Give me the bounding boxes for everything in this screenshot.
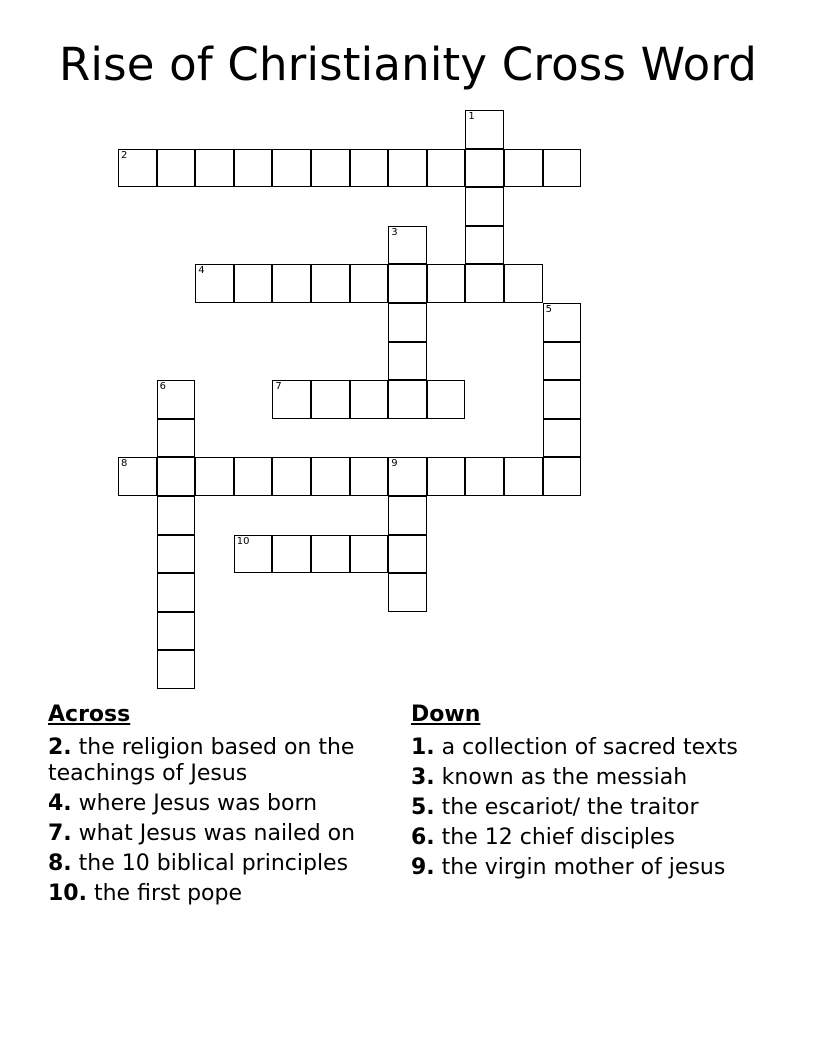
grid-cell[interactable] (427, 264, 466, 303)
grid-cell[interactable] (388, 496, 427, 535)
clue-text: the religion based on the teachings of Jesus (48, 734, 355, 786)
grid-cell[interactable] (234, 535, 273, 574)
grid-cell[interactable] (118, 457, 157, 496)
clue-across-2 (48, 735, 388, 788)
clue-across-8 (48, 851, 388, 878)
clue-down-1 (411, 735, 751, 762)
clue-text: the first pope (93, 881, 242, 906)
grid-cell[interactable] (272, 264, 311, 303)
puzzle-title: Rise of Christianity Cross Word (58, 38, 758, 91)
clue-number: 4. (48, 791, 72, 816)
grid-cell[interactable] (195, 264, 234, 303)
cell-number: 3 (391, 226, 398, 238)
clue-across-4 (48, 791, 388, 818)
grid-cell[interactable] (311, 149, 350, 188)
grid-cell[interactable] (157, 573, 196, 612)
across-clues (48, 702, 388, 911)
grid-cell[interactable] (465, 264, 504, 303)
grid-cell[interactable] (388, 149, 427, 188)
cell-number: 2 (121, 149, 128, 161)
clue-number: 8. (48, 851, 72, 876)
grid-cell[interactable] (427, 457, 466, 496)
grid-cell[interactable] (388, 303, 427, 342)
grid-cell[interactable] (157, 419, 196, 458)
cell-number: 9 (391, 458, 398, 470)
grid-cell[interactable] (350, 457, 389, 496)
grid-cell[interactable] (465, 187, 504, 226)
grid-cell[interactable] (388, 535, 427, 574)
grid-cell[interactable] (157, 535, 196, 574)
grid-cell[interactable] (427, 380, 466, 419)
cell-number: 7 (275, 381, 282, 393)
clue-number: 9. (411, 854, 435, 880)
grid-cell[interactable] (350, 149, 389, 188)
grid-cell[interactable] (157, 380, 196, 419)
clue-number: 5. (411, 794, 435, 820)
clue-number: 3. (411, 764, 435, 790)
cell-number: 6 (159, 381, 166, 393)
grid-cell[interactable] (272, 380, 311, 419)
grid-cell[interactable] (543, 149, 582, 188)
clue-down-9 (411, 855, 751, 882)
grid-cell[interactable] (388, 226, 427, 265)
clue-number: 7. (48, 821, 72, 846)
grid-cell[interactable] (311, 457, 350, 496)
grid-cell[interactable] (272, 149, 311, 188)
grid-cell[interactable] (504, 149, 543, 188)
grid-cell[interactable] (195, 457, 234, 496)
grid-cell[interactable] (350, 264, 389, 303)
grid-cell[interactable] (388, 380, 427, 419)
grid-cell[interactable] (157, 650, 196, 689)
cell-number: 4 (198, 265, 205, 277)
clue-text: the escariot/ the traitor (441, 794, 699, 820)
clue-text: what Jesus was nailed on (78, 821, 356, 846)
grid-cell[interactable] (234, 457, 273, 496)
grid-cell[interactable] (234, 149, 273, 188)
clue-across-10 (48, 881, 388, 908)
grid-cell[interactable] (504, 264, 543, 303)
grid-cell[interactable] (504, 457, 543, 496)
clue-text: known as the messiah (441, 764, 688, 790)
clue-down-6 (411, 825, 751, 852)
clue-number: 6. (411, 824, 435, 850)
clue-number: 10. (48, 881, 87, 906)
grid-cell[interactable] (543, 342, 582, 381)
clue-number: 1. (411, 734, 435, 760)
grid-cell[interactable] (465, 149, 504, 188)
cell-number: 1 (468, 111, 475, 122)
down-heading: Down (411, 702, 481, 727)
grid-cell[interactable] (543, 303, 582, 342)
grid-cell[interactable] (272, 457, 311, 496)
grid-cell[interactable] (157, 149, 196, 188)
grid-cell[interactable] (311, 535, 350, 574)
grid-cell[interactable] (543, 419, 582, 458)
cell-number: 8 (121, 458, 128, 470)
grid-cell[interactable] (543, 457, 582, 496)
clue-down-5 (411, 795, 751, 822)
grid-cell[interactable] (465, 457, 504, 496)
cell-number: 10 (236, 535, 250, 547)
grid-cell[interactable] (543, 380, 582, 419)
cell-number: 5 (545, 304, 552, 315)
clue-text: the 12 chief disciples (441, 824, 676, 850)
clue-down-3 (411, 765, 751, 792)
grid-cell[interactable] (118, 149, 157, 188)
grid-cell[interactable] (388, 264, 427, 303)
grid-cell[interactable] (388, 342, 427, 381)
grid-cell[interactable] (388, 573, 427, 612)
grid-cell[interactable] (465, 110, 504, 149)
grid-cell[interactable] (350, 380, 389, 419)
grid-cell[interactable] (311, 380, 350, 419)
grid-cell[interactable] (195, 149, 234, 188)
grid-cell[interactable] (234, 264, 273, 303)
grid-cell[interactable] (157, 612, 196, 651)
clue-text: the virgin mother of jesus (441, 854, 726, 880)
clue-number: 2. (48, 734, 72, 760)
grid-cell[interactable] (272, 535, 311, 574)
across-heading: Across (48, 702, 131, 727)
grid-cell[interactable] (388, 457, 427, 496)
clue-text: the 10 biblical principles (78, 851, 349, 876)
down-clues (411, 702, 751, 885)
clue-text: a collection of sacred texts (441, 734, 738, 760)
grid-cell[interactable] (157, 457, 196, 496)
clue-text: where Jesus was born (78, 791, 318, 816)
grid-cell[interactable] (157, 496, 196, 535)
grid-cell[interactable] (350, 535, 389, 574)
grid-cell[interactable] (311, 264, 350, 303)
grid-cell[interactable] (427, 149, 466, 188)
grid-cell[interactable] (465, 226, 504, 265)
clue-across-7 (48, 821, 388, 848)
